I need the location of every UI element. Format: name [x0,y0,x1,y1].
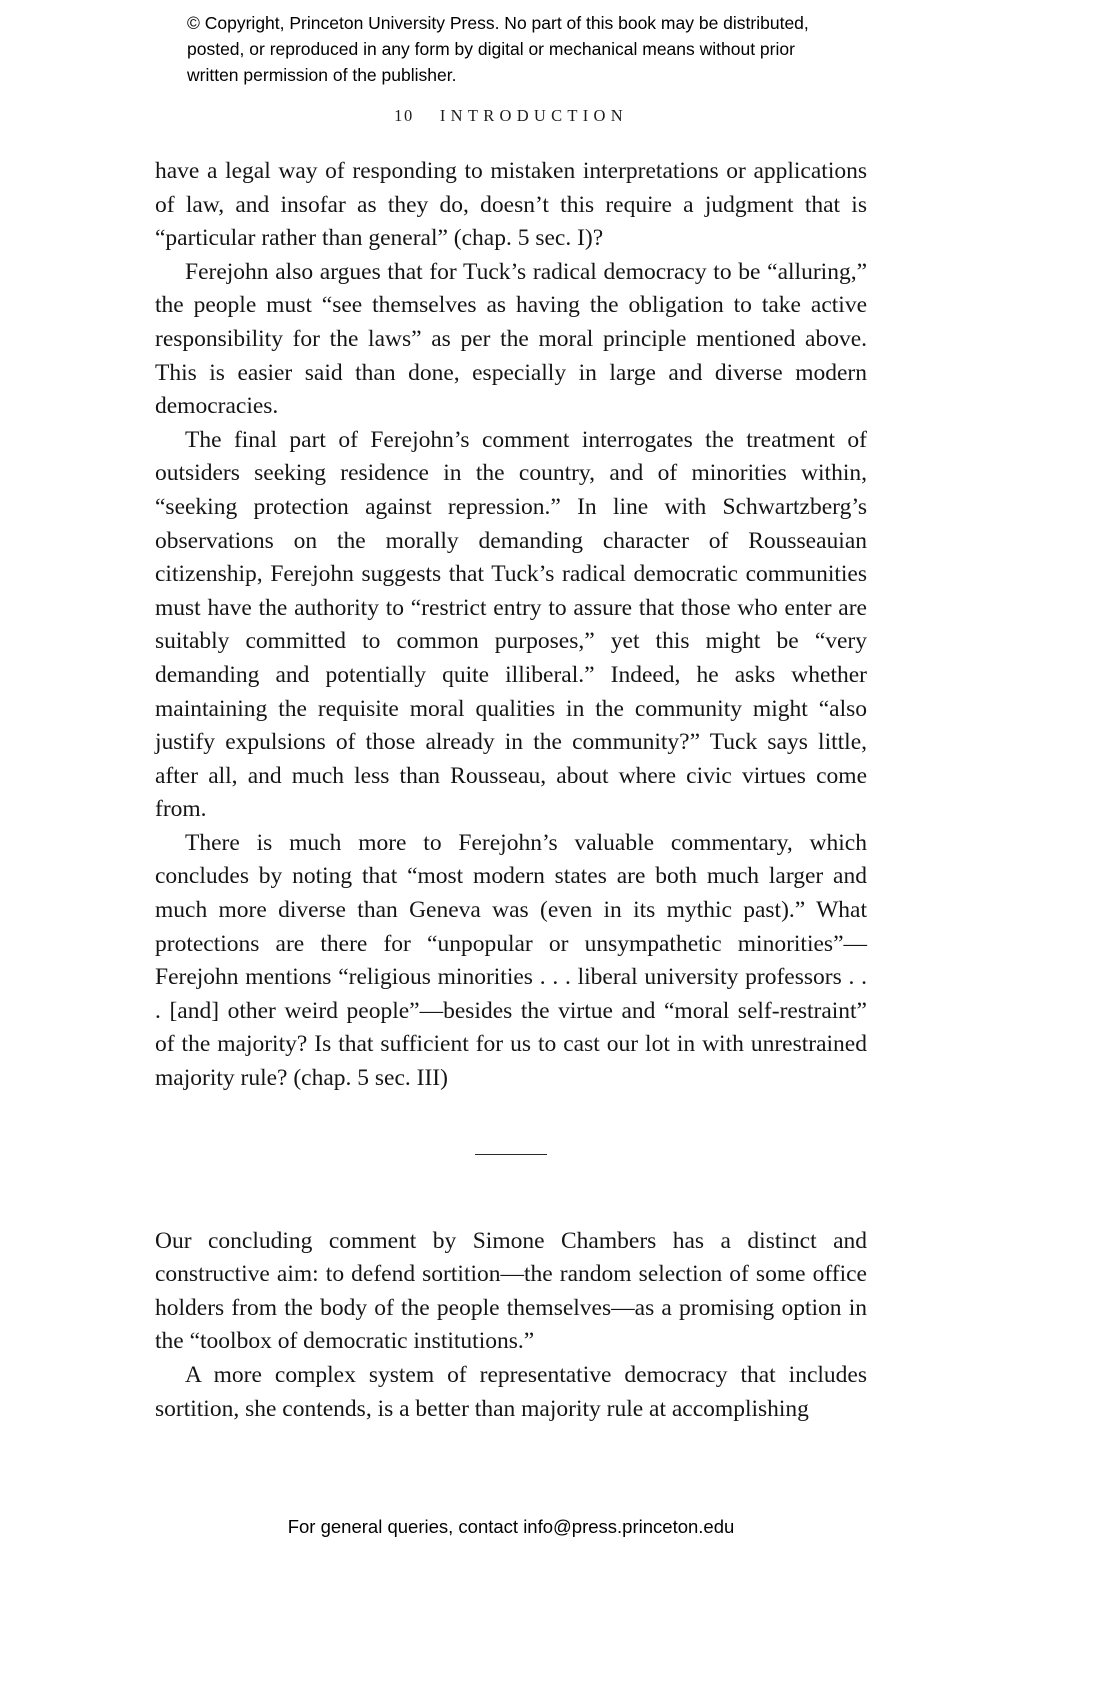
paragraph: Our concluding comment by Simone Chambers has a distinct and constructive aim: to defend sortition—the random selection of some office holders from the body of the people themselves—as a promising option in the “toolbox of democratic institutions.” [155,1227,867,1355]
running-head [155,106,867,126]
page-number: 10 [394,106,414,125]
paragraph: The final part of Ferejohn’s comment interrogates the treatment of outsiders seeking residence in the country, and of minorities within, “seeking protection against repression.” In line with Schwartzberg’s observations on the morally demanding character of Rousseauian citizenship, Ferejohn suggests that Tuck’s radical democratic communities must have the authority to “restrict entry to assure that those who enter are suitably committed to common purposes,” yet this might be “very demanding and potentially quite illiberal.” Indeed, he asks whether maintaining the requisite moral qualities in the community might “also justify expulsions of those already in the community?” Tuck says little, after all, and much less than Rousseau, about where civic virtues come from. [155,426,867,823]
paragraph: A more complex system of representative democracy that includes sortition, she contends, is a better than majority rule at accomplishing [155,1362,867,1422]
section-break-rule [475,1154,547,1155]
paragraph: There is much more to Ferejohn’s valuable commentary, which concludes by noting that “most modern states are both much larger and much more diverse than Geneva was (even in its mythic past).” What protections are there for “unpopular or unsympathetic minorities”—Ferejohn mentions “religious minorities . . . liberal university professors . . . [and] other weird people”—besides the virtue and “moral self-restraint” of the majority? Is that sufficient for us to cast our lot in with unrestrained majority rule? (chap. 5 sec. III) [155,829,867,1092]
paragraph: have a legal way of responding to mistaken interpretations or applications of law, and insofar as they do, doesn’t this require a judgment that is “particular rather than general” (chap. 5 sec. I)? [155,158,867,252]
paragraph: Ferejohn also argues that for Tuck’s radical democracy to be “alluring,” the people must “see themselves as having the obligation to take active responsibility for the laws” as per the moral principle mentioned above. This is easier said than done, especially in large and diverse modern democracies. [155,258,867,420]
running-head-title: INTRODUCTION [439,106,628,125]
footer-query-note: For general queries, contact info@press.princeton.edu [287,1516,735,1537]
body-text [155,155,867,1426]
copyright-notice: © Copyright, Princeton University Press. No part of this book may be distributed, posted, or reproduced in any form by digital or mechanical means without prior written permission of the publisher. [187,13,809,85]
